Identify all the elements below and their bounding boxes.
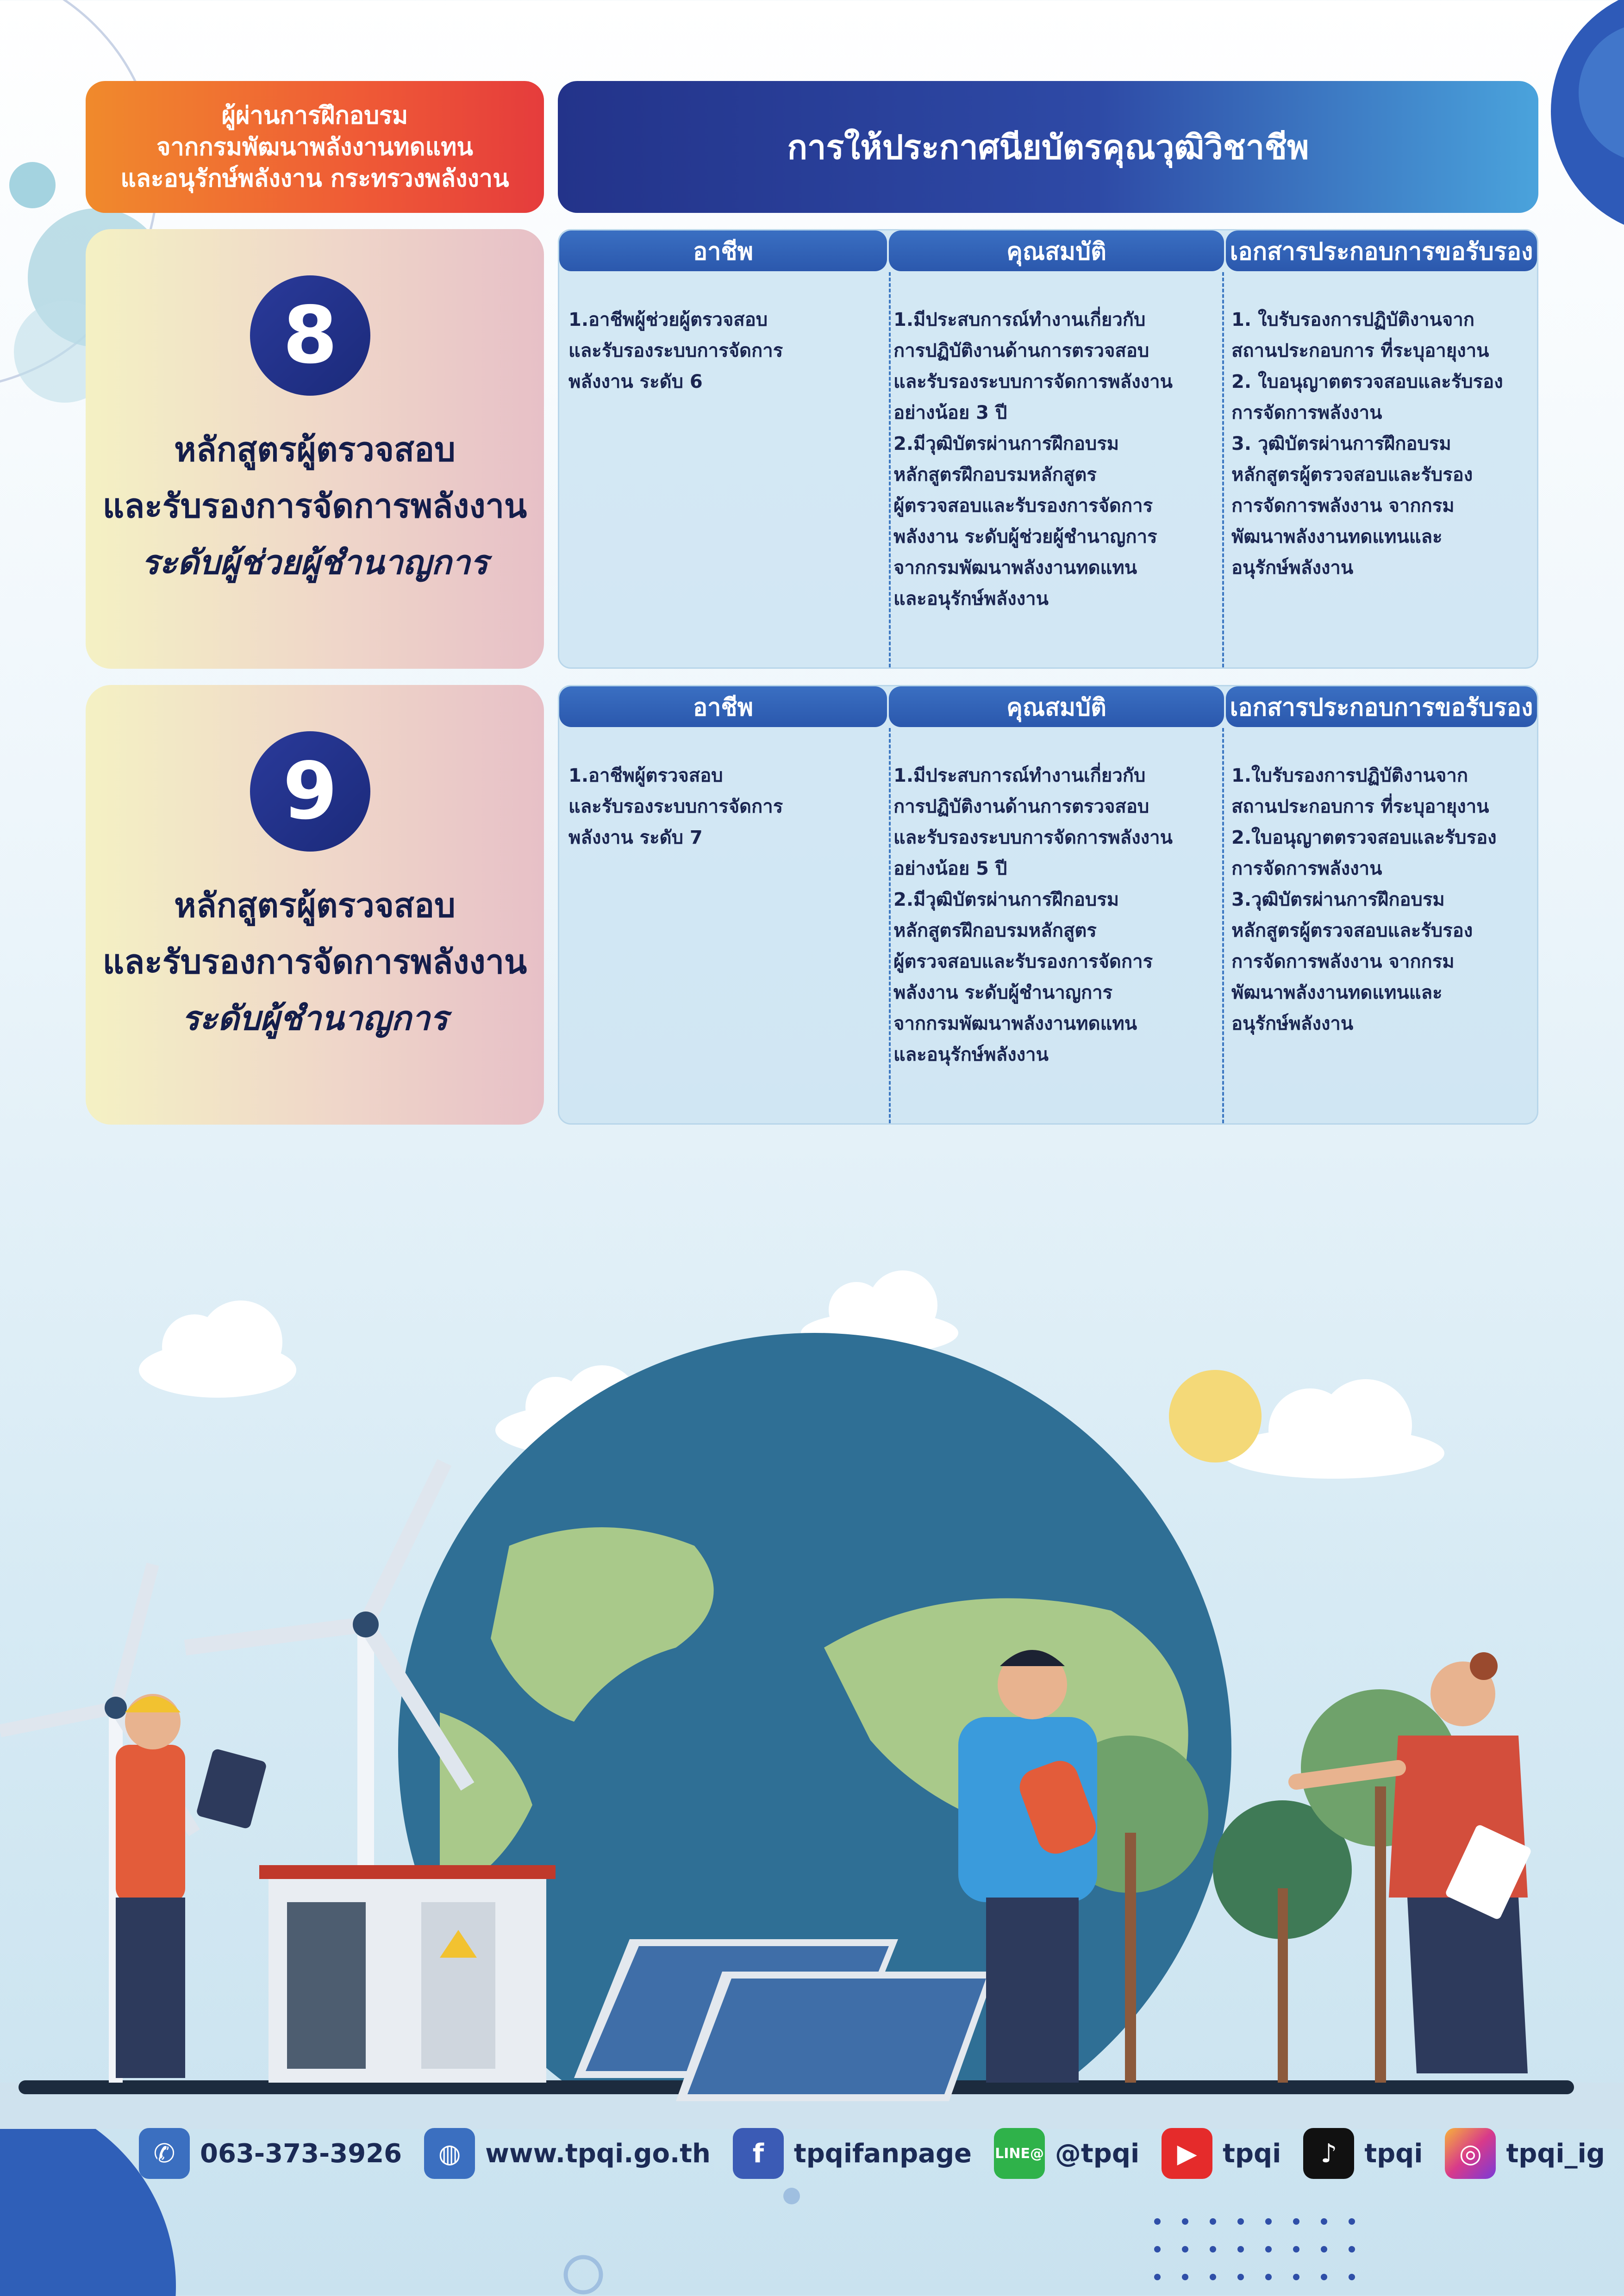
renewable-energy-illustration — [0, 1250, 1624, 2129]
course-number-badge: 9 — [250, 731, 370, 852]
certificate-title-banner — [558, 81, 1538, 213]
list-item: การจัดการพลังงาน — [1231, 402, 1382, 423]
list-item: 2.มีวุฒิบัตรผ่านการฝึกอบรม — [893, 433, 1119, 454]
trainee-source-banner — [86, 81, 544, 213]
youtube-handle: tpqi — [1223, 2138, 1281, 2169]
qualifications-list — [893, 305, 1173, 615]
list-item: การปฏิบัติงานด้านการตรวจสอบ — [893, 796, 1149, 817]
contact-instagram[interactable] — [1445, 2128, 1605, 2179]
list-item: พลังงาน ระดับ 6 — [568, 371, 703, 392]
course-8-table — [558, 229, 1538, 669]
tiktok-handle: tpqi — [1364, 2138, 1423, 2169]
list-item: พลังงาน ระดับ 7 — [568, 827, 703, 848]
course-level: ระดับผู้ช่วยผู้ชำนาญการ — [141, 543, 488, 582]
list-item: จากกรมพัฒนาพลังงานทดแทน — [893, 1013, 1137, 1034]
column-divider — [1222, 272, 1224, 667]
course-title-line: และรับรองการจัดการพลังงาน — [102, 486, 527, 525]
list-item: ผู้ตรวจสอบและรับรองการจัดการ — [893, 495, 1153, 516]
qualifications-list — [893, 760, 1173, 1070]
list-item: การปฏิบัติงานด้านการตรวจสอบ — [893, 340, 1149, 361]
banner-line-1: ผู้ผ่านการฝึกอบรม — [221, 101, 408, 130]
column-divider — [889, 728, 891, 1123]
list-item: หลักสูตรฝึกอบรมหลักสูตร — [893, 464, 1097, 485]
list-item: และรับรองระบบการจัดการพลังงาน — [893, 371, 1173, 392]
contact-bar — [139, 2128, 1624, 2179]
list-item: อย่างน้อย 3 ปี — [893, 402, 1007, 423]
list-item: 3.วุฒิบัตรผ่านการฝึกอบรม — [1231, 889, 1445, 910]
occupation-list — [568, 760, 783, 853]
phone-icon: ✆ — [139, 2128, 190, 2179]
list-item: 2.มีวุฒิบัตรผ่านการฝึกอบรม — [893, 889, 1119, 910]
column-header-documents: เอกสารประกอบการขอรับรอง — [1226, 230, 1537, 271]
column-divider — [889, 272, 891, 667]
course-title — [86, 421, 544, 591]
line-handle: @tpqi — [1055, 2138, 1140, 2169]
banner-line-3: และอนุรักษ์พลังงาน กระทรวงพลังงาน — [120, 164, 509, 193]
list-item: 1.อาชีพผู้ช่วยผู้ตรวจสอบ — [568, 309, 768, 330]
list-item: 3. วุฒิบัตรผ่านการฝึกอบรม — [1231, 433, 1451, 454]
list-item: การจัดการพลังงาน จากกรม — [1231, 951, 1455, 972]
column-header-qualifications: คุณสมบัติ — [889, 230, 1224, 271]
list-item: การจัดการพลังงาน — [1231, 858, 1382, 879]
course-title-line: หลักสูตรผู้ตรวจสอบ — [174, 886, 456, 925]
globe-icon: ◍ — [424, 2128, 475, 2179]
contact-facebook[interactable] — [733, 2128, 972, 2179]
course-title-line: และรับรองการจัดการพลังงาน — [102, 942, 527, 981]
documents-list — [1231, 305, 1503, 584]
list-item: หลักสูตรฝึกอบรมหลักสูตร — [893, 920, 1097, 941]
contact-tiktok[interactable] — [1303, 2128, 1423, 2179]
column-header-qualifications: คุณสมบัติ — [889, 686, 1224, 727]
course-9-table — [558, 685, 1538, 1125]
dot-grid-decoration — [1148, 2212, 1380, 2296]
instagram-icon: ◎ — [1445, 2128, 1496, 2179]
column-header-occupation: อาชีพ — [559, 230, 887, 271]
list-item: หลักสูตรผู้ตรวจสอบและรับรอง — [1231, 464, 1473, 485]
course-8-card — [86, 229, 544, 669]
list-item: และอนุรักษ์พลังงาน — [893, 1044, 1049, 1065]
contact-line[interactable] — [994, 2128, 1139, 2179]
list-item: 2. ใบอนุญาตตรวจสอบและรับรอง — [1231, 371, 1503, 392]
list-item: หลักสูตรผู้ตรวจสอบและรับรอง — [1231, 920, 1473, 941]
phone-number: 063-373-3926 — [200, 2138, 402, 2169]
list-item: และรับรองระบบการจัดการพลังงาน — [893, 827, 1173, 848]
column-divider — [1222, 728, 1224, 1123]
list-item: ผู้ตรวจสอบและรับรองการจัดการ — [893, 951, 1153, 972]
list-item: 2.ใบอนุญาตตรวจสอบและรับรอง — [1231, 827, 1497, 848]
contact-phone[interactable] — [139, 2128, 402, 2179]
list-item: 1.มีประสบการณ์ทำงานเกี่ยวกับ — [893, 765, 1146, 786]
sun-icon — [1169, 1370, 1262, 1462]
list-item: พลังงาน ระดับผู้ช่วยผู้ชำนาญการ — [893, 526, 1157, 548]
tiktok-icon: ♪ — [1303, 2128, 1354, 2179]
list-item: พัฒนาพลังงานทดแทนและ — [1231, 982, 1443, 1003]
list-item: และรับรองระบบการจัดการ — [568, 340, 783, 361]
list-item: อนุรักษ์พลังงาน — [1231, 1013, 1354, 1034]
list-item: 1.อาชีพผู้ตรวจสอบ — [568, 765, 723, 786]
course-9-card — [86, 685, 544, 1125]
course-number-badge: 8 — [250, 275, 370, 396]
banner-line-2: จากกรมพัฒนาพลังงานทดแทน — [156, 133, 473, 161]
list-item: สถานประกอบการ ที่ระบุอายุงาน — [1231, 340, 1489, 361]
list-item: พัฒนาพลังงานทดแทนและ — [1231, 526, 1443, 548]
list-item: จากกรมพัฒนาพลังงานทดแทน — [893, 557, 1137, 579]
list-item: และอนุรักษ์พลังงาน — [893, 588, 1049, 610]
list-item: อนุรักษ์พลังงาน — [1231, 557, 1354, 579]
list-item: 1. ใบรับรองการปฏิบัติงานจาก — [1231, 309, 1475, 330]
course-title-line: หลักสูตรผู้ตรวจสอบ — [174, 430, 456, 469]
documents-list — [1231, 760, 1497, 1039]
column-header-occupation: อาชีพ — [559, 686, 887, 727]
contact-website[interactable] — [424, 2128, 711, 2179]
facebook-handle: tpqifanpage — [793, 2138, 972, 2169]
list-item: อย่างน้อย 5 ปี — [893, 858, 1007, 879]
list-item: สถานประกอบการ ที่ระบุอายุงาน — [1231, 796, 1489, 817]
facebook-icon: f — [733, 2128, 784, 2179]
list-item: และรับรองระบบการจัดการ — [568, 796, 783, 817]
youtube-icon: ▶ — [1162, 2128, 1212, 2179]
list-item: การจัดการพลังงาน จากกรม — [1231, 495, 1455, 516]
occupation-list — [568, 305, 783, 398]
list-item: พลังงาน ระดับผู้ชำนาญการ — [893, 982, 1113, 1003]
engineer-figure — [116, 1694, 267, 2078]
course-level: ระดับผู้ชำนาญการ — [181, 999, 448, 1038]
website-url: www.tpqi.go.th — [485, 2138, 711, 2169]
list-item: 1.ใบรับรองการปฏิบัติงานจาก — [1231, 765, 1468, 786]
column-header-documents: เอกสารประกอบการขอรับรอง — [1226, 686, 1537, 727]
page-title: การให้ประกาศนียบัตรคุณวุฒิวิชาชีพ — [787, 128, 1309, 167]
list-item: 1.มีประสบการณ์ทำงานเกี่ยวกับ — [893, 309, 1146, 330]
line-icon: LINE@ — [994, 2128, 1045, 2179]
course-title — [86, 877, 544, 1046]
instagram-handle: tpqi_ig — [1506, 2138, 1605, 2169]
contact-youtube[interactable] — [1162, 2128, 1281, 2179]
